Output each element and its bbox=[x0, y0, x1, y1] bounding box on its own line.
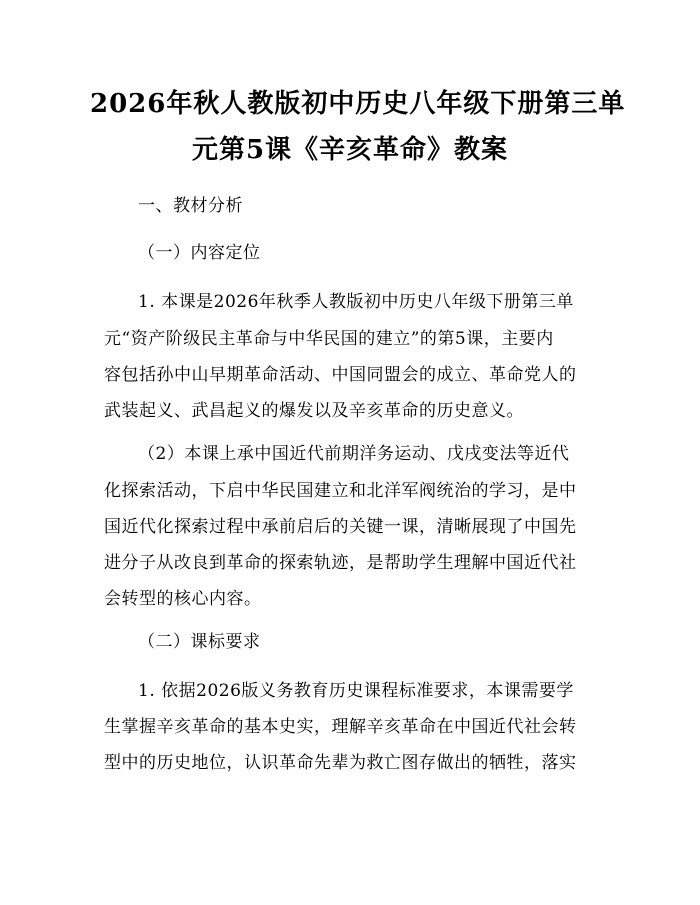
section-heading-textbook-analysis: 一、教材分析 bbox=[138, 196, 243, 216]
document-title-line-1: 2026年秋人教版初中历史八年级下册第三单 bbox=[90, 89, 626, 119]
paragraph-1-line-1: 1. 本课是2026年秋季人教版初中历史八年级下册第三单 bbox=[138, 292, 574, 312]
subsection-heading-content-positioning: （一）内容定位 bbox=[138, 243, 261, 263]
paragraph-1-line-3: 容包括孙中山早期革命活动、中国同盟会的成立、革命党人的 bbox=[104, 365, 577, 385]
paragraph-1-line-2: 元“资产阶级民主革命与中华民国的建立”的第5课，主要内 bbox=[104, 329, 554, 349]
document-title-line-2: 元第5课《辛亥革命》教案 bbox=[191, 135, 509, 165]
paragraph-1-line-4: 武装起义、武昌起义的爆发以及辛亥革命的历史意义。 bbox=[104, 401, 524, 421]
paragraph-2-line-3: 国近代化探索过程中承前启后的关键一课，清晰展现了中国先 bbox=[104, 517, 577, 537]
paragraph-2-line-2: 化探索活动，下启中华民国建立和北洋军阀统治的学习，是中 bbox=[104, 481, 577, 501]
paragraph-2-line-4: 进分子从改良到革命的探索轨迹，是帮助学生理解中国近代社 bbox=[104, 553, 577, 573]
paragraph-3-line-1: 1. 依据2026版义务教育历史课程标准要求，本课需要学 bbox=[138, 681, 574, 701]
subsection-heading-curriculum-requirements: （二）课标要求 bbox=[138, 632, 261, 652]
paragraph-3-line-3: 型中的历史地位，认识革命先辈为救亡图存做出的牺牲，落实 bbox=[104, 753, 577, 773]
paragraph-3-line-2: 生掌握辛亥革命的基本史实，理解辛亥革命在中国近代社会转 bbox=[104, 717, 577, 737]
paragraph-2-line-5: 会转型的核心内容。 bbox=[104, 589, 262, 609]
paragraph-2-line-1: （2）本课上承中国近代前期洋务运动、戊戌变法等近代 bbox=[138, 444, 570, 464]
